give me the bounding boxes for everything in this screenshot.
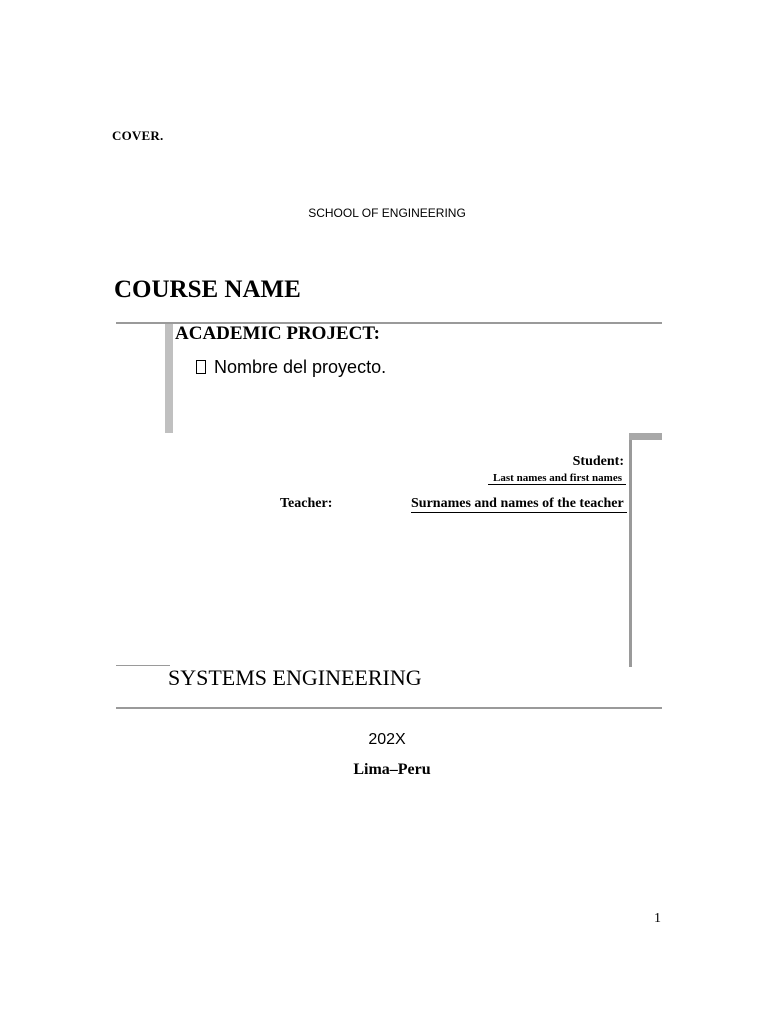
left-accent-bar: [165, 324, 173, 433]
city-country: Lima–Peru: [353, 761, 431, 778]
project-name-text: Nombre del proyecto.: [214, 357, 387, 377]
short-divider: [116, 665, 170, 666]
school-name: SCHOOL OF ENGINEERING: [308, 206, 466, 220]
missing-glyph-icon: [196, 360, 206, 374]
student-label: Student:: [572, 454, 624, 469]
project-name: [196, 357, 386, 378]
bottom-divider: [116, 707, 662, 709]
teacher-name-field: Surnames and names of the teacher: [411, 496, 627, 513]
course-name: COURSE NAME: [114, 276, 301, 303]
teacher-label: Teacher:: [280, 496, 333, 511]
cover-label: COVER.: [112, 128, 164, 143]
right-accent-bar: [629, 433, 632, 667]
student-name-field: Last names and first names: [488, 472, 626, 485]
year: 202X: [368, 731, 406, 748]
page-number: 1: [654, 911, 661, 926]
department-name: SYSTEMS ENGINEERING: [168, 665, 422, 690]
project-heading: ACADEMIC PROJECT:: [175, 323, 380, 344]
right-accent-cap: [629, 433, 662, 440]
